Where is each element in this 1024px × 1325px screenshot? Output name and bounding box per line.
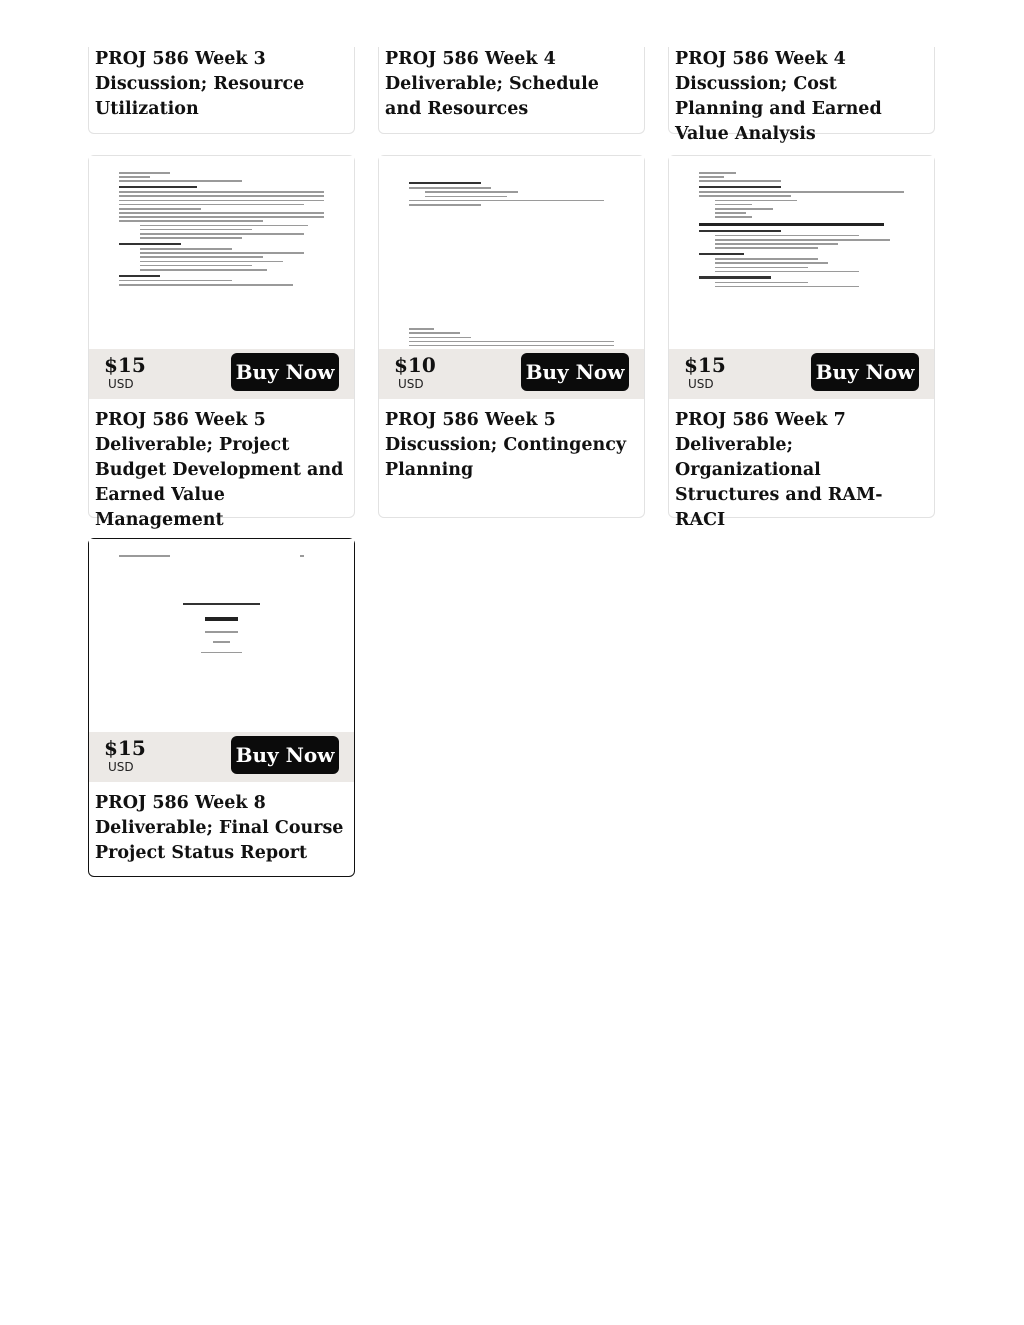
product-card[interactable] [378, 47, 645, 134]
price-bar [89, 732, 354, 782]
currency: USD [108, 377, 134, 391]
document-preview-text-lines [119, 172, 324, 288]
product-card[interactable] [378, 155, 645, 518]
product-title[interactable]: PROJ 586 Week 3 Discussion; Resource Utilization [95, 49, 305, 119]
price-bar [89, 349, 354, 399]
buy-now-button[interactable]: Buy Now [811, 353, 919, 391]
product-card[interactable] [668, 155, 935, 530]
product-card[interactable] [668, 47, 935, 144]
product-title[interactable]: PROJ 586 Week 4 Deliverable; Schedule and Resources [385, 49, 599, 119]
document-preview-text-lines [409, 172, 614, 349]
document-preview[interactable] [89, 539, 354, 782]
price: $15 [104, 736, 146, 760]
product-card[interactable] [88, 155, 355, 530]
product-title[interactable]: PROJ 586 Week 5 Discussion; Contingency Planning [385, 410, 627, 480]
currency: USD [108, 760, 134, 774]
currency: USD [688, 377, 714, 391]
price-bar [669, 349, 934, 399]
document-preview-text-lines [699, 172, 904, 290]
document-preview[interactable] [669, 156, 934, 399]
buy-now-button[interactable]: Buy Now [231, 736, 339, 774]
product-title[interactable]: PROJ 586 Week 8 Deliverable; Final Course Project Status Report [95, 793, 344, 863]
product-card[interactable] [88, 538, 355, 877]
document-preview[interactable] [89, 156, 354, 399]
product-title[interactable]: PROJ 586 Week 5 Deliverable; Project Budget Development and Earned Value Management [95, 410, 344, 530]
buy-now-button[interactable]: Buy Now [231, 353, 339, 391]
document-preview[interactable] [379, 156, 644, 399]
price: $15 [684, 353, 726, 377]
buy-now-button[interactable]: Buy Now [521, 353, 629, 391]
document-preview-text-lines [119, 555, 324, 656]
price-bar [379, 349, 644, 399]
price: $10 [394, 353, 436, 377]
price: $15 [104, 353, 146, 377]
product-title[interactable]: PROJ 586 Week 4 Discussion; Cost Planning and Earned Value Analysis [675, 49, 882, 144]
currency: USD [398, 377, 424, 391]
product-title[interactable]: PROJ 586 Week 7 Deliverable; Organizational Structures and RAM-RACI [675, 410, 883, 530]
product-card[interactable] [88, 47, 355, 134]
